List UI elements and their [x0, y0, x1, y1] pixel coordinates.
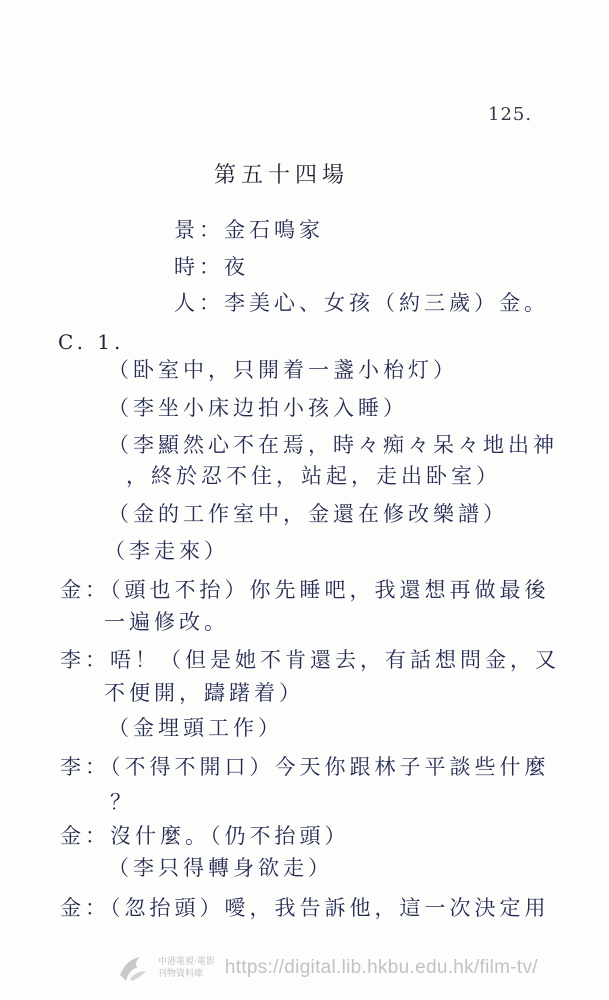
logo-caption-line1: 中港電視·電影: [158, 957, 215, 967]
scene-characters: 人：李美心、女孩（約三歲）金。: [174, 291, 549, 315]
watermark-footer: [116, 948, 538, 988]
scene-setting: 景：金石鳴家: [174, 218, 324, 242]
logo-caption-line2: 刊物資料庫: [158, 969, 204, 979]
scene-title: 第五十四場: [214, 163, 350, 188]
shot-label: C. 1.: [58, 330, 125, 354]
script-line: ，終於忍不住，站起，走出卧室）: [126, 464, 501, 488]
script-line: （金的工作室中，金還在修改樂譜）: [108, 502, 508, 526]
script-line: 金：（忽抬頭）噯，我告訴他，這一次決定用: [60, 896, 550, 920]
source-url-link[interactable]: https://digital.lib.hkbu.edu.hk/film-tv/: [224, 957, 538, 978]
scene-time: 時：夜: [174, 255, 249, 279]
script-line: （李走來）: [104, 539, 229, 563]
logo-caption: [158, 956, 215, 980]
script-line: （李坐小床边拍小孩入睡）: [108, 396, 408, 420]
script-line: 金：（頭也不抬）你先睡吧，我還想再做最後: [60, 578, 550, 602]
script-line: 金：沒什麼。（仍不抬頭）: [60, 824, 350, 848]
page-number: 125.: [488, 104, 533, 125]
script-line: （金埋頭工作）: [108, 716, 283, 740]
script-line: （卧室中，只開着一盞小枱灯）: [108, 358, 458, 382]
script-line: （李顯然心不在焉，時々痴々呆々地出神: [108, 433, 558, 457]
script-line: 一遍修改。: [104, 610, 229, 634]
script-line: （李只得轉身欲走）: [108, 856, 333, 880]
script-line: 李：唔！（但是她不肯還去，有話想問金，又: [60, 648, 560, 672]
hkbu-logo-icon: [116, 951, 150, 985]
script-line: 不便開，躊躇着）: [104, 681, 304, 705]
script-line: 李：（不得不開口）今天你跟林子平談些什麼: [60, 755, 550, 779]
script-line: ？: [110, 790, 135, 814]
